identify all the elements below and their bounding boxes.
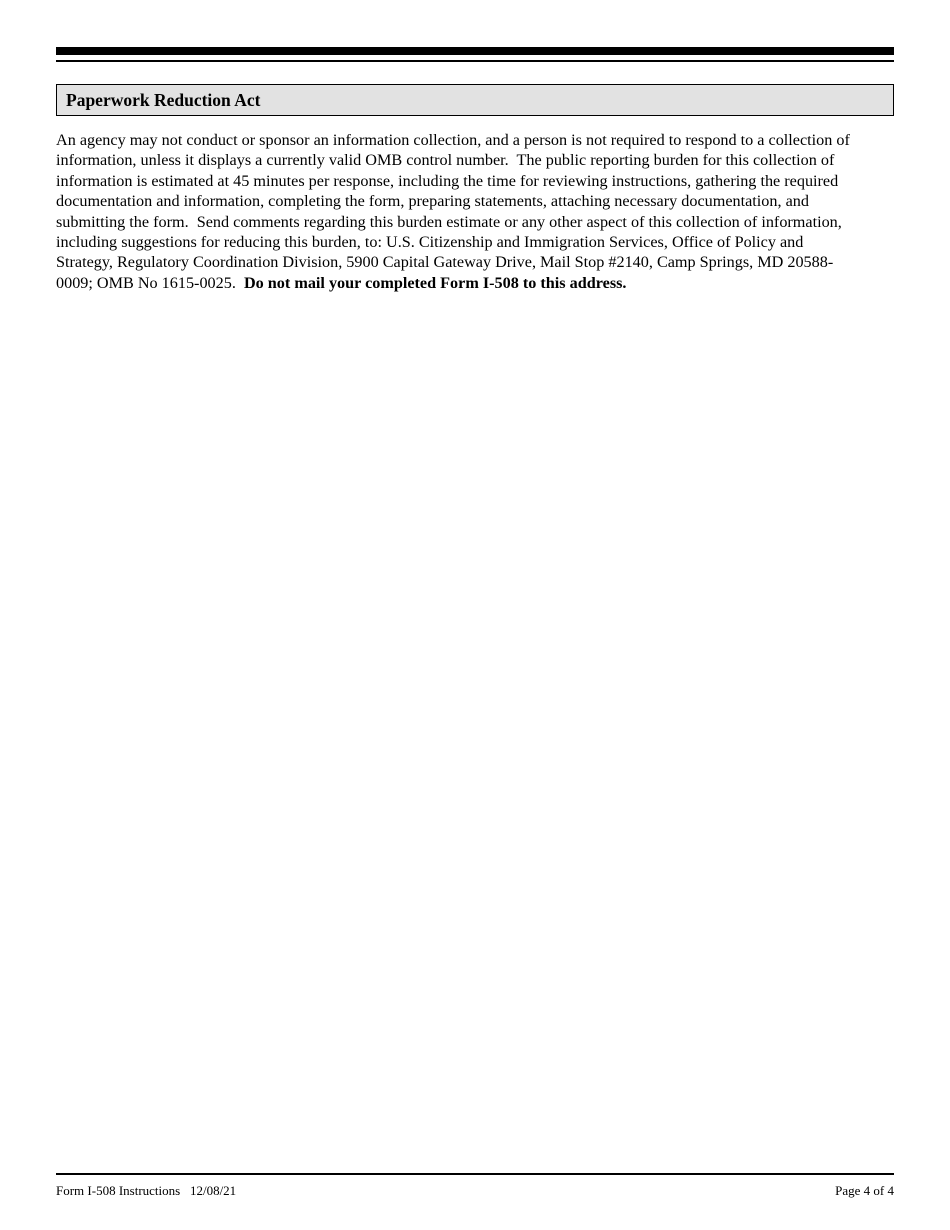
body-line: An agency may not conduct or sponsor an information collection, and a person is not required to respond to a collection of	[56, 131, 850, 149]
footer-rule	[56, 1173, 894, 1175]
section-header	[56, 84, 894, 116]
body-last-line-regular: 0009; OMB No 1615-0025.	[56, 273, 244, 292]
header-thick-rule	[56, 47, 894, 55]
body-line: documentation and information, completing the form, preparing statements, attaching necessary documentation, and	[56, 192, 809, 211]
body-paragraph	[56, 130, 896, 293]
mailing-warning: Do not mail your completed Form I-508 to this address.	[243, 273, 627, 292]
body-line: information, unless it displays a currently valid OMB control number. The public reporting burden for this collection of	[56, 151, 835, 170]
header-thin-rule	[56, 60, 894, 62]
footer-form-label: Form I-508 Instructions 12/08/21	[56, 1183, 237, 1198]
body-line: Strategy, Regulatory Coordination Division, 5900 Capital Gateway Drive, Mail Stop #2140, Camp Springs, MD 20588-	[56, 253, 834, 272]
body-line: information is estimated at 45 minutes per response, including the time for reviewing instructions, gathering the required	[56, 171, 839, 190]
footer-page-number: Page 4 of 4	[835, 1183, 894, 1198]
section-title: Paperwork Reduction Act	[66, 90, 261, 110]
body-line: including suggestions for reducing this burden, to: U.S. Citizenship and Immigration Services, Office of Policy and	[56, 233, 804, 252]
body-line: submitting the form. Send comments regarding this burden estimate or any other aspect of this collection of information,	[56, 212, 842, 231]
